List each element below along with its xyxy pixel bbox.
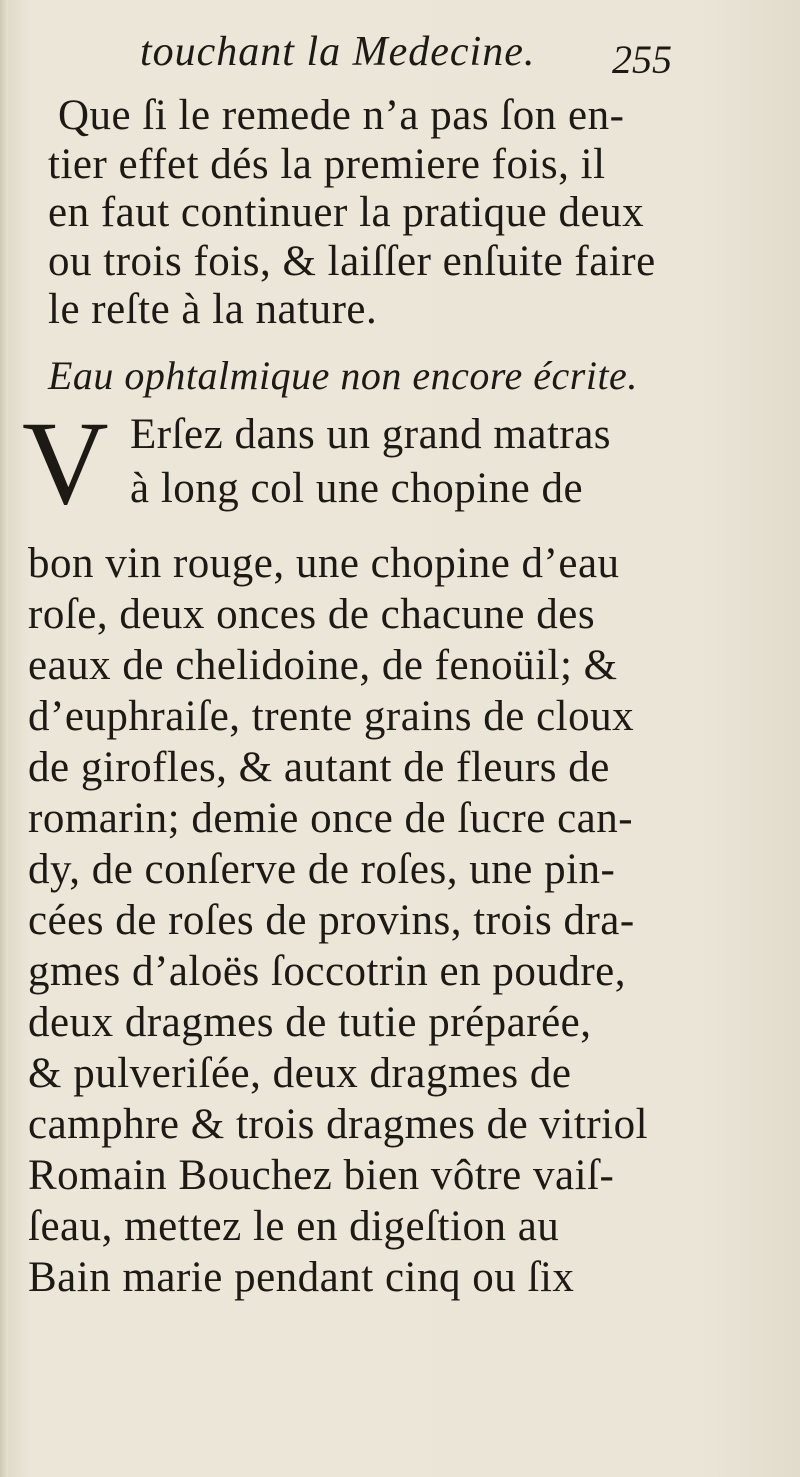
text-line: ou trois fois, & laiſſer enſuite faire xyxy=(48,237,656,285)
text-line: deux dragmes de tutie préparée, xyxy=(28,999,592,1046)
page-number: 255 xyxy=(612,37,672,82)
text-line: bon vin rouge, une chopine d’eau xyxy=(28,540,620,587)
text-line: roſe, deux onces de chacune des xyxy=(28,591,596,638)
intro-paragraph xyxy=(48,92,698,335)
text-line: gmes d’aloës ſoccotrin en poudre, xyxy=(28,948,627,995)
text-line: ſeau, mettez le en digeſtion au xyxy=(28,1203,560,1250)
text-line: romarin; demie once de ſucre can- xyxy=(28,795,634,842)
text-line: Romain Bouchez bien vôtre vaiſ- xyxy=(28,1152,615,1199)
text-line: de girofles, & autant de fleurs de xyxy=(28,744,610,791)
text-line: Bain marie pendant cinq ou ſix xyxy=(28,1254,575,1301)
text-line: Erſez dans un grand matras xyxy=(130,411,612,458)
page-header xyxy=(0,28,800,88)
text-line: d’euphraiſe, trente grains de cloux xyxy=(28,693,635,740)
text-line: Que ſi le remede n’a pas ſon en- xyxy=(58,92,625,139)
text-line: eaux de chelidoine, de fenoüil; & xyxy=(28,642,618,689)
text-line: à long col une chopine de xyxy=(130,465,584,512)
text-line: dy, de conſerve de roſes, une pin- xyxy=(28,846,616,893)
text-line: en faut continuer la pratique deux xyxy=(48,189,645,236)
text-line: tier effet dés la premiere fois, il xyxy=(48,140,606,188)
text-line: camphre & trois dragmes de vitriol xyxy=(28,1101,649,1148)
dropcap-lines xyxy=(130,408,611,516)
page-gutter xyxy=(0,0,8,1477)
section-heading: Eau ophtalmique non encore écrite. xyxy=(48,353,638,398)
text-line: cées de roſes de provins, trois dra- xyxy=(28,897,635,944)
paragraph-body xyxy=(28,538,648,1303)
text-line: le reſte à la nature. xyxy=(48,286,378,333)
drop-cap: V xyxy=(22,396,109,529)
running-head: touchant la Medecine. xyxy=(140,29,536,75)
text-line: & pulveriſée, deux dragmes de xyxy=(28,1050,572,1097)
